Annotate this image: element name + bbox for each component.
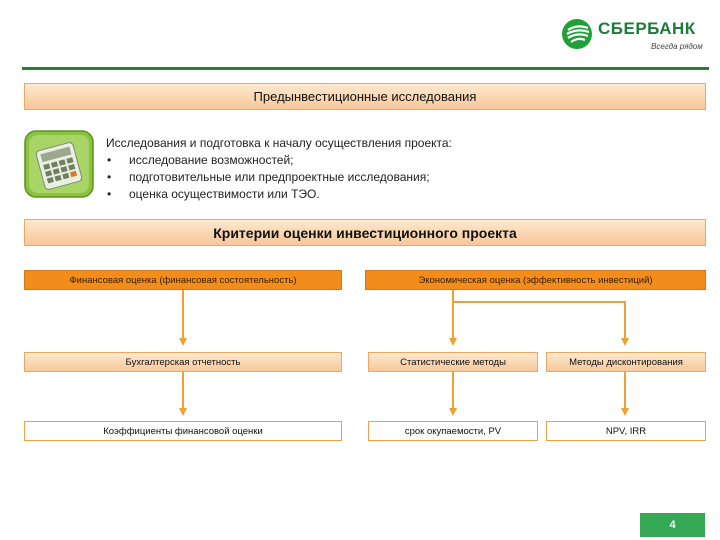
logo-name: СБЕРБАНК: [598, 19, 696, 38]
logo-slogan: Всегда рядом: [651, 42, 703, 51]
list-item: • исследование возможностей;: [106, 152, 452, 169]
discounting-methods-box: Методы дисконтирования: [546, 352, 706, 372]
accounting-statements-box: Бухгалтерская отчетность: [24, 352, 342, 372]
npv-irr-box: NPV, IRR: [546, 421, 706, 441]
economic-evaluation-box: Экономическая оценка (эффективность инвестиций): [365, 270, 706, 290]
financial-ratios-box: Коэффициенты финансовой оценки: [24, 421, 342, 441]
intro-text: Исследования и подготовка к началу осуществления проекта:: [106, 136, 452, 150]
list-item: • оценка осуществимости или ТЭО.: [106, 186, 452, 203]
arrow-economic-to-discounting: [453, 302, 625, 344]
section-title-preinvestment: Предынвестиционные исследования: [24, 83, 706, 110]
payback-period-box: срок окупаемости, PV: [368, 421, 538, 441]
financial-evaluation-box: Финансовая оценка (финансовая состоятельность): [24, 270, 342, 290]
statistical-methods-box: Статистические методы: [368, 352, 538, 372]
list-item: • подготовительные или предпроектные исследования;: [106, 169, 452, 186]
page-number: 4: [640, 513, 705, 537]
section-title-criteria: Критерии оценки инвестиционного проекта: [24, 219, 706, 246]
